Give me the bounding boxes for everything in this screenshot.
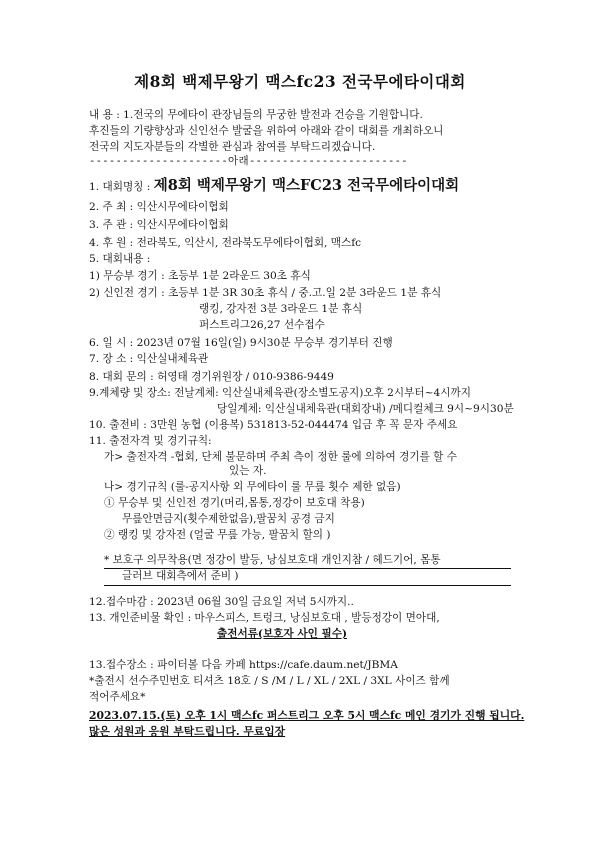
content-label: 5. 대회내용 :	[89, 253, 151, 265]
organizer: 3. 주 관 : 익산시무에타이협회	[89, 219, 229, 231]
rules-na: 나> 경기규칙 (룰-공지사항 외 무에타이 룰 무릎 횟수 제한 없음)	[104, 481, 401, 493]
event-inquiry: 8. 대회 문의 : 허영태 경기위원장 / 010-9386-9449	[89, 371, 334, 383]
rules-ga-line-1: 가> 출전자격 -협회, 단체 불문하며 주최 측이 정한 룰에 의하여 경기를 할 수	[104, 451, 458, 463]
rules-clause-1-line-1: ① 무승부 및 신인전 경기(머리,몸통,정강이 보호대 착용)	[104, 497, 365, 509]
intro-line-1: 내 용 : 1.전국의 무에타이 관장님들의 무궁한 발전과 건승을 기원합니다.	[89, 109, 423, 121]
protective-gear-line-1: * 보호구 의무착용(면 정강이 발등, 낭심보호대 개인지참 / 헤드기어, 몸통	[104, 554, 441, 566]
rules-clause-2: ② 랭킹 및 강자전 (얼굴 무릎 가능, 팔꿈치 할의 )	[104, 529, 331, 541]
reception-place: 13.접수장소 : 파이터볼 다음 카페 https://cafe.daum.net/JBMA	[89, 659, 398, 671]
entry-deadline: 12.접수마감 : 2023년 06월 30일 금요일 저녁 5시까지..	[89, 596, 354, 608]
host: 2. 주 최 : 익산시무에타이협회	[89, 201, 229, 213]
weighin-line-1: 9.계체량 및 장소: 전날계체: 익산실내체육관(장소별도공지)오후 2시부터~4시까지	[89, 387, 471, 399]
personal-items-line-1: 13. 개인준비물 확인 : 마우스피스, 트렁크, 낭심보호대 , 발등정강이 면아대,	[89, 612, 440, 624]
weighin-line-2: 당일계체: 익산실내체육관(대회장내) /메디컬체크 9시~9시30분	[217, 403, 514, 415]
event-name-row	[89, 177, 459, 196]
underline-rule	[104, 585, 511, 586]
personal-items-line-2: 출전서류(보호자 사인 필수)	[217, 628, 347, 640]
entry-fee: 10. 출전비 : 3만원 농협 (이용복) 531813-52-044474 입금 후 꼭 문자 주세요	[89, 419, 458, 431]
underline-rule	[104, 568, 511, 569]
separator-line: ---------------------아래------------------------	[89, 155, 408, 167]
amateur-match: 1) 무승부 경기 : 초등부 1분 2라운드 30초 휴식	[89, 270, 311, 282]
intro-line-3: 전국의 지도자분들의 각별한 관심과 참여를 부탁드리겠습니다.	[89, 141, 376, 153]
rules-clause-1-line-2: 무릎안면금지(횟수제한없음),팔꿈치 공경 금지	[122, 513, 335, 525]
document-title: 제8회 백제무왕기 맥스fc23 전국무에타이대회	[134, 72, 466, 91]
rules-label: 11. 출전자격 및 경기규칙:	[89, 435, 212, 447]
notice-line-1: 2023.07.15.(토) 오후 1시 맥스fc 퍼스트리그 오후 5시 맥스fc 메인 경기가 진행 됩니다.	[89, 709, 525, 722]
rookie-match-line-3: 퍼스트리그26,27 선수접수	[199, 319, 325, 331]
rookie-match-line-1: 2) 신인전 경기 : 초등부 1분 3R 30초 휴식 / 중.고.일 2분 3라운드 1분 휴식	[89, 287, 442, 299]
intro-line-2: 후진들의 기량향상과 신인선수 발굴을 위하여 아래와 같이 대회를 개최하오니	[89, 125, 444, 137]
event-venue: 7. 장 소 : 익산실내체육관	[89, 353, 209, 365]
event-date: 6. 일 시 : 2023년 07월 16일(일) 9시30분 무승부 경기부터 진행	[89, 337, 393, 349]
event-name-label: 1. 대회명칭 :	[89, 181, 151, 193]
sponsor: 4. 후 원 : 전라북도, 익산시, 전라북도무에타이협회, 맥스fc	[89, 237, 362, 249]
protective-gear-line-2: 글러브 대회측에서 준비 )	[122, 570, 239, 582]
shirt-sizes-line-1: *출전시 선수주민번호 티셔츠 18호 / S /M / L / XL / 2XL / 3XL 사이즈 함께	[89, 675, 450, 687]
rookie-match-line-2: 랭킹, 강자전 3분 3라운드 1분 휴식	[199, 303, 363, 315]
rules-ga-line-2: 있는 자.	[229, 465, 267, 477]
notice-line-2: 많은 성원과 응원 부탁드립니다. 무료입장	[89, 725, 286, 738]
event-name-value: 제8회 백제무왕기 맥스FC23 전국무에타이대회	[153, 177, 460, 194]
shirt-sizes-line-2: 적어주세요*	[89, 691, 146, 703]
